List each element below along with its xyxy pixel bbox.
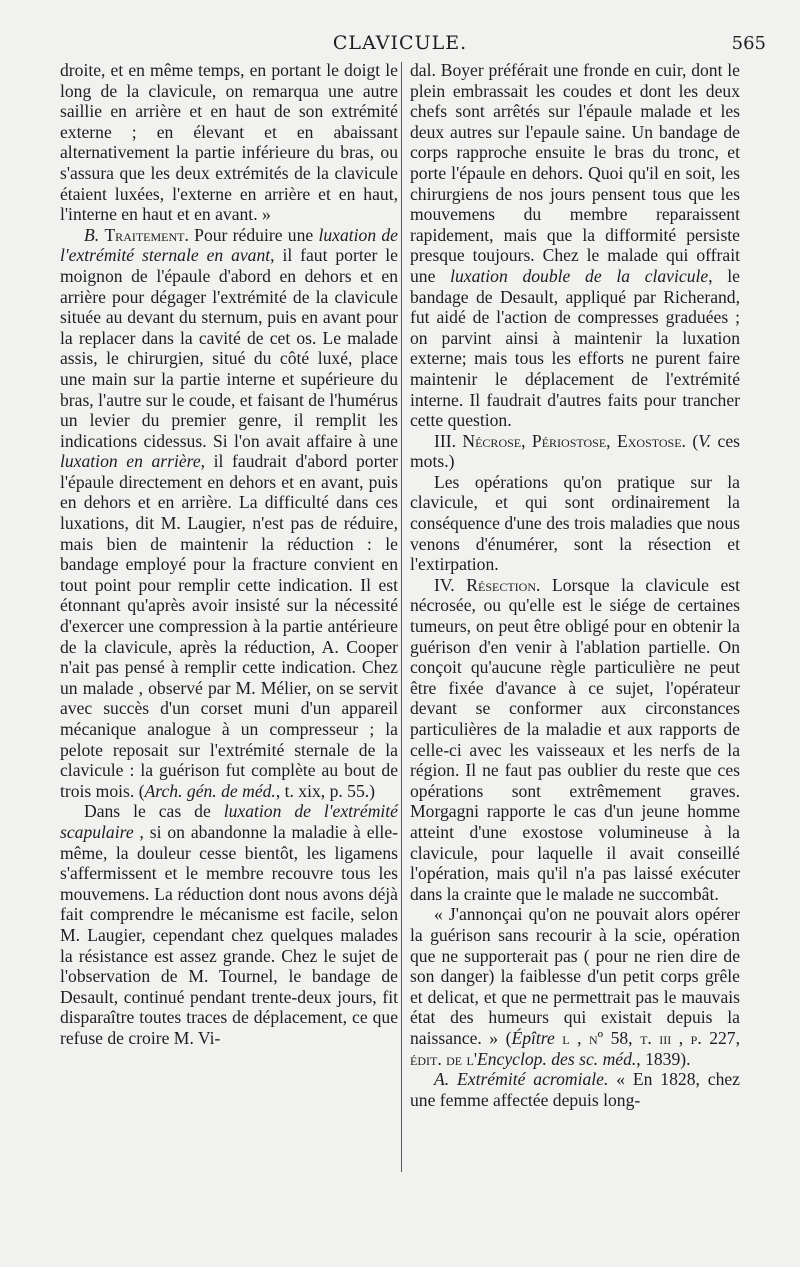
column-divider [401, 62, 402, 1172]
paragraph-text: dal. Boyer préférait une fronde en cuir, dont le plein embrassait les coudes et dont les deux chefs sont arrêtés sur l'épaule malade et les deux autres sur l'epaule saine. Un bandage de corps rapproche ensuite le bras du tronc, et porte l'épaule en dehors. Quoi qu'il en soit, les chirurgiens de nos jours pensent tous que les mouvemens du membre reparaissent rapidement, mais que la difformité persiste presque toujours. Chez le malade qui offrait une [410, 60, 740, 286]
paragraph [410, 60, 740, 431]
page-number: 565 [731, 33, 766, 54]
section-heading: III. Nécrose, Périostose, Exostose. [434, 430, 686, 451]
paragraph-text: Lorsque la clavicule est nécrosée, ou qu'elle est le siége de certaines tumeurs, on peut être obligé pour en obtenir la guérison d'en venir à l'ablation partielle. On conçoit qu'aucune règle particulière ne peut être fixée d'avance à ce sujet, l'opérateur devant se conformer aux circonstances particulières de la maladie et aux rapports de celle-ci avec les vaisseaux et les nerfs de la région. Il ne faut pas oublier du reste que ces opérations sont extrêmement graves. Morgagni rapporte le cas d'un jeune homme atteint d'une exostose volumineuse à la clavicule, pour laquelle il avait conseillé l'opération, mais qu'il n'a pas laissé exécuter dans la crainte que le malade ne succombât. [410, 574, 740, 904]
running-title: CLAVICULE. [332, 32, 468, 54]
paragraph-quote [410, 904, 740, 1069]
left-column [60, 60, 398, 1049]
paragraph-text: « J'annonçai qu'on ne pouvait alors opérer la guérison sans recourir à la scie, opération que ne supporterait pas ( pour ne rien dire de son danger) la faiblesse d'un petit corps grêle et delicat, et que ne permettrait pas le mauvais état des humeurs qui existait depuis la naissance. » ( [410, 904, 740, 1048]
right-column [410, 60, 740, 1110]
paragraph-text: droite, et en même temps, en portant le doigt le long de la clavicule, on remarqua une autre saillie en arrière et en haut de son extrémité externe ; en élevant et en abaissant alternativement la partie inférieure du bras, ou s'assura que les deux extrémités de la clavicule étaient luxées, l'externe en arrière et en haut, l'interne en haut et en avant. » [60, 60, 398, 225]
paragraph-text: , si on abandonne la maladie à elle-même, la douleur cesse bientôt, les ligamens s'affermissent et le membre recouvre tous les mouvemens. La réduction dont nous avons déjà fait comprendre le mécanisme est facile, selon M. Laugier, cependant chez quelques malades la résistance est assez grande. Chez le sujet de l'observation de M. Tournel, le bandage de Desault, continué pendant trente-deux jours, fit disparaître toutes traces de déplacement, ce que refuse de croire M. Vi- [60, 821, 398, 1048]
paragraph [410, 1069, 740, 1110]
paragraph-text: , il faudrait d'abord porter l'épaule directement en dehors et en avant, puis en dehors et en arrière. La difficulté dans ces luxations, dit M. Laugier, n'est pas de réduire, mais bien de maintenir la réduction : le bandage employé pour la fracture convient en tout point pour remplir cette indication. Il est étonnant qu'après avoir insisté sur la nécessité d'exercer une compression à la partie antérieure de la clavicule, après la réduction, A. Cooper n'ait pas pensé à remplir cette indication. Chez un malade , observé par M. Mélier, on se servit avec succès d'un corset muni d'un appareil mécanique analogue à un compresseur ; la pelote reposait sur l'extrémité sternale de la clavicule : la guérison fut complète au bout de trois mois. ( [60, 451, 398, 801]
paragraph-text: , il faut porter le moignon de l'épaule d'abord en dehors et en arrière pour dégager l'extrémité de la clavicule située au devant du sternum, puis en avant pour la replacer dans la cavité de cet os. Le malade assis, le chirurgien, situé du côté luxé, place une main sur la partie interne et supérieure du bras, l'autre sur le coude, et faisant de l'humérus un levier du premier genre, il remplit les indications cidessus. Si l'on avait affaire à une [60, 245, 398, 451]
italic-term: luxation de l'extrémité sternale en avant [60, 224, 398, 266]
paragraph-text: « En 1828, chez une femme affectée depuis long- [410, 1069, 740, 1110]
paragraph [410, 472, 740, 575]
paragraph-text: Dans le cas de [84, 801, 224, 822]
page-header [0, 30, 800, 58]
paragraph-text: l , nº 58, t. iii , p. 227, édit. de l' [410, 1027, 741, 1069]
section-heading: IV. Résection. [434, 574, 541, 595]
paragraph-text: , 1839). [636, 1048, 691, 1069]
paragraph-text: , le bandage de Desault, appliqué par Richerand, fut aidé de l'action de compresses graduées ; on parvint ainsi à maintenir la luxation externe; mais tous les efforts ne purent faire maintenir le déplacement de l'extrémité interne. Il faudrait d'autres faits pour trancher cette question. [410, 265, 740, 431]
paragraph [60, 60, 398, 225]
paragraph-text: ces mots.) [410, 430, 740, 472]
paragraph-text: Les opérations qu'on pratique sur la clavicule, et qui sont ordinairement la conséquence d'une des trois maladies que nous venons d'énumérer, sont la résection et l'extirpation. [410, 471, 740, 575]
paragraph-text: ( [685, 430, 699, 451]
citation-title: Épître [511, 1027, 555, 1048]
italic-term: luxation de l'extrémité scapulaire [60, 801, 398, 842]
italic-term: luxation en arrière [60, 451, 201, 472]
paragraph-traitement [60, 225, 398, 802]
section-label: B. [84, 224, 100, 245]
italic-term: V. [698, 430, 712, 451]
paragraph-text: , t. xix, p. 55.) [275, 780, 376, 801]
italic-term: luxation double de la clavicule [450, 265, 709, 286]
citation-title: Arch. gén. de méd. [144, 780, 276, 801]
citation-title: Encyclop. des sc. méd. [477, 1048, 637, 1069]
paragraph-necrose [410, 431, 740, 472]
section-heading: Traitement. [104, 224, 189, 245]
paragraph [60, 801, 398, 1048]
subsection-heading: A. Extrémité acromiale. [434, 1069, 609, 1090]
paragraph-resection [410, 575, 740, 905]
paragraph-text: Pour réduire une [188, 224, 319, 245]
